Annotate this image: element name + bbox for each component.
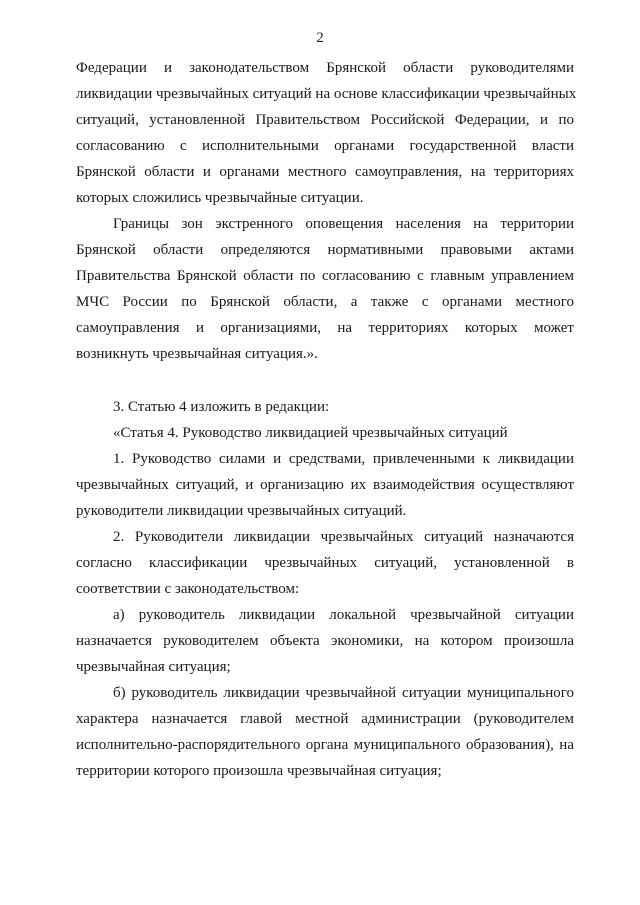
text-line: ликвидации чрезвычайных ситуаций на основе классификации чрезвычайных [76,86,577,102]
text-line: характера назначается главой местной администрации (руководителем [76,711,574,727]
text-line: чрезвычайных ситуаций, и организацию их взаимодействия осуществляют [76,477,574,493]
text-line: которых сложились чрезвычайные ситуации. [76,190,364,206]
text-line: а) руководитель ликвидации локальной чрезвычайной ситуации [113,607,574,623]
text-line: б) руководитель ликвидации чрезвычайной ситуации муниципального [113,685,574,701]
text-line: согласованию с исполнительными органами государственной власти [76,138,574,154]
text-line: Границы зон экстренного оповещения населения на территории [113,216,574,232]
text-line: 1. Руководство силами и средствами, привлеченными к ликвидации [113,451,574,467]
text-line: руководители ликвидации чрезвычайных ситуаций. [76,503,407,519]
text-line: 3. Статью 4 изложить в редакции: [113,399,330,415]
text-line: назначается руководителем объекта экономики, на котором произошла [76,633,574,649]
text-line: самоуправления и организациями, на территориях которых может [76,320,574,336]
text-line: соответствии с законодательством: [76,581,300,597]
text-line: возникнуть чрезвычайная ситуация.». [76,346,318,362]
text-line: МЧС России по Брянской области, а также с органами местного [76,294,574,310]
page-number: 2 [316,30,324,46]
text-line: Федерации и законодательством Брянской области руководителями [76,60,574,76]
text-line: «Статья 4. Руководство ликвидацией чрезвычайных ситуаций [113,425,508,441]
text-line: исполнительно-распорядительного органа муниципального образования), на [76,737,574,753]
text-line: Брянской области определяются нормативными правовыми актами [76,242,574,258]
text-line: Правительства Брянской области по согласованию с главным управлением [76,268,574,284]
text-line: чрезвычайная ситуация; [76,659,231,675]
text-line: территории которого произошла чрезвычайная ситуация; [76,763,442,779]
text-line: 2. Руководители ликвидации чрезвычайных ситуаций назначаются [113,529,574,545]
text-line: ситуаций, установленной Правительством Российской Федерации, и по [76,112,574,128]
text-line: Брянской области и органами местного самоуправления, на территориях [76,164,574,180]
text-line: согласно классификации чрезвычайных ситуаций, установленной в [76,555,574,571]
